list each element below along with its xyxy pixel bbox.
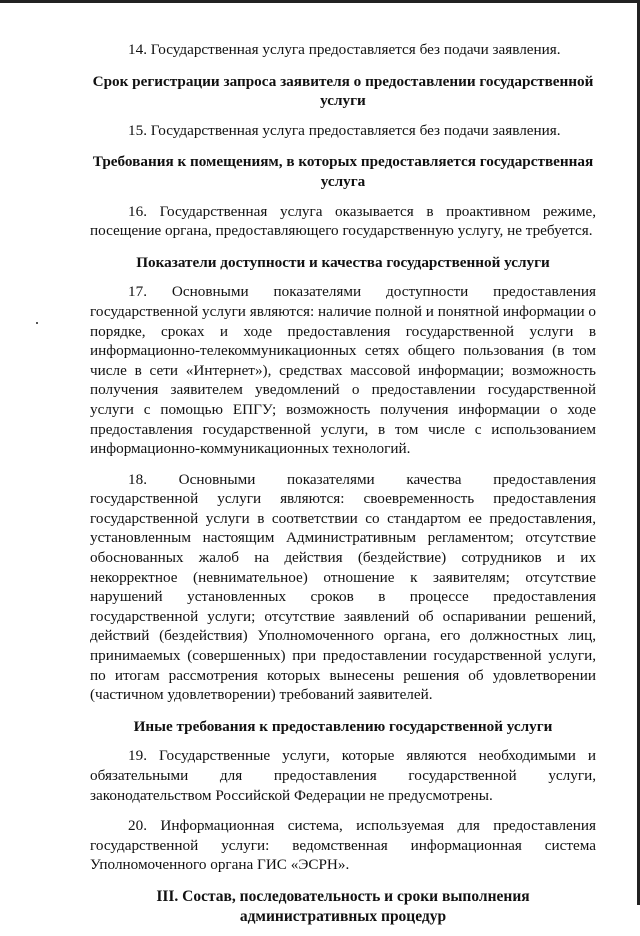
item-18: 18. Основными показателями качества предоставления государственной услуги являются: своевременность предоставления государственной услуги в соответствии со стандартом ее предоставления, установленным настоящим Административным регламентом; отсутствие обоснованных жалоб на действия (бездействие) сотрудников и их некорректное (невнимательное) отношение к заявителям; отсутствие нарушений установленных сроков в процессе предоставления государственной услуги; отсутствие заявлений об оспаривании решений, действий (бездействия) Уполномоченного органа, его должностных лиц, принимаемых (совершенных) при предоставлении государственной услуги, по итогам рассмотрения которых вынесены решения об удовлетворении (частичном удовлетворении) требований заявителей. — [90, 470, 596, 704]
margin-dot — [36, 322, 38, 324]
heading-availability-indicators: Показатели доступности и качества государственной услуги — [136, 253, 550, 271]
item-19: 19. Государственные услуги, которые являются необходимыми и обязательными для предоставления государственной услуги, законодательством Российской Федерации не предусмотрены. — [90, 747, 596, 804]
item-20: 20. Информационная система, используемая для предоставления государственной услуги: ведомственная информационная система Уполномоченного органа ГИС «ЭСРН». — [90, 817, 596, 874]
heading-registration-term: Срок регистрации запроса заявителя о предоставлении государственной услуги — [92, 72, 594, 110]
heading-other-requirements: Иные требования к предоставлению государственной услуги — [133, 717, 553, 735]
scan-border-top — [0, 0, 640, 3]
item-17: 17. Основными показателями доступности предоставления государственной услуги являются: наличие полной и понятной информации о порядке, сроках и ходе предоставления государственной услуги в информационно-телекоммуникационных сетях общего пользования (в том числе в сети «Интернет»), средствах массовой информации; возможность получения заявителем уведомлений о предоставлении государственной услуги с помощью ЕПГУ; возможность получения информации о ходе предоставления государственной услуги, в том числе с использованием информационно-коммуникационных технологий. — [90, 283, 596, 458]
document-body — [90, 40, 596, 936]
heading-section-3: III. Состав, последовательность и сроки выполнения административных процедур — [156, 887, 530, 925]
spacer — [90, 805, 596, 816]
item-16: 16. Государственная услуга оказывается в проактивном режиме, посещение органа, предоставляющего государственную услугу, не требуется. — [90, 202, 596, 240]
heading-premises-requirements: Требования к помещениям, в которых предоставляется государственная услуга — [92, 153, 594, 190]
item-15: 15. Государственная услуга предоставляется без подачи заявления. — [128, 121, 561, 139]
spacer — [90, 459, 596, 470]
item-14: 14. Государственная услуга предоставляется без подачи заявления. — [128, 41, 561, 58]
